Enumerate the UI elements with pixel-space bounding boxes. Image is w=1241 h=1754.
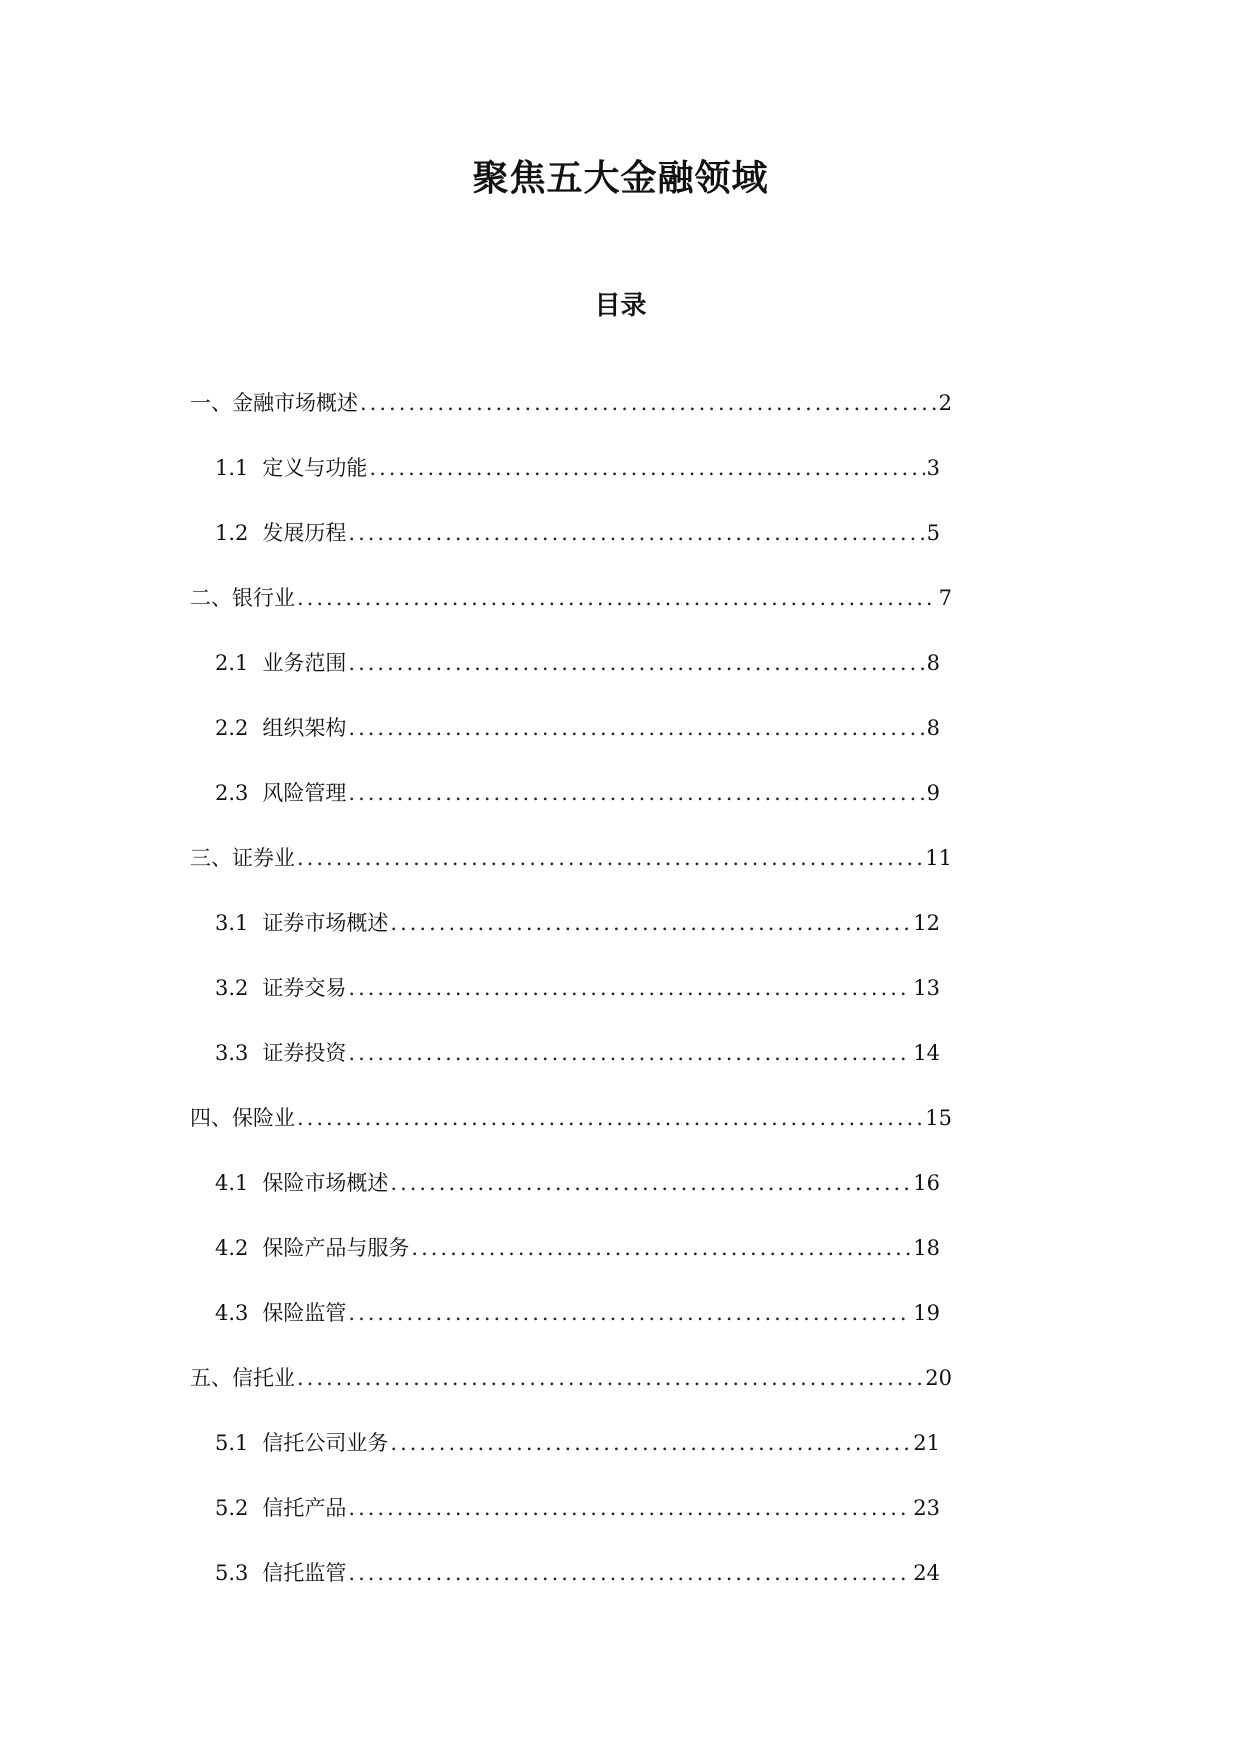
- toc-entry-label: 风险管理: [262, 781, 347, 805]
- toc-leader: [348, 517, 924, 549]
- toc-page-number: 23: [913, 1496, 940, 1520]
- toc-entry-label: 三、证券业: [190, 846, 295, 870]
- toc-page-number: 9: [926, 781, 940, 805]
- toc-page-number: 12: [913, 911, 940, 935]
- toc-entry[interactable]: [215, 1492, 940, 1524]
- toc-entry-label: 一、金融市场概述: [190, 391, 358, 415]
- toc-page-number: 3: [926, 456, 940, 480]
- toc-entry-number: 3.1: [215, 911, 249, 935]
- toc-entry-number: 3.2: [215, 976, 249, 1000]
- toc-page-number: 19: [913, 1301, 940, 1325]
- toc-entry[interactable]: [215, 1232, 940, 1264]
- toc-entry-label: 组织架构: [262, 716, 347, 740]
- toc-entry-number: 5.2: [215, 1496, 249, 1520]
- toc-entry-number: 2.2: [215, 716, 249, 740]
- toc-leader: [390, 1427, 911, 1459]
- toc-page-number: 20: [925, 1366, 952, 1390]
- toc-leader: [348, 1297, 911, 1329]
- toc-leader: [297, 1102, 923, 1134]
- toc-entry[interactable]: [190, 1102, 952, 1134]
- toc-leader: [411, 1232, 911, 1264]
- toc-page-number: 7: [938, 586, 952, 610]
- toc-heading: 目录: [594, 291, 647, 321]
- toc-page-number: 21: [913, 1431, 940, 1455]
- toc-entry[interactable]: [215, 517, 940, 549]
- toc-leader: [297, 1362, 923, 1394]
- toc-entry-label: 保险监管: [262, 1301, 347, 1325]
- toc-entry-label: 信托监管: [262, 1561, 347, 1585]
- toc-entry-label: 保险市场概述: [262, 1171, 389, 1195]
- toc-leader: [348, 1492, 911, 1524]
- toc-entry[interactable]: [215, 1297, 940, 1329]
- toc-entry-label: 信托公司业务: [262, 1431, 389, 1455]
- toc-entry[interactable]: [215, 1557, 940, 1589]
- toc-entry-label: 四、保险业: [190, 1106, 295, 1130]
- toc-leader: [348, 712, 924, 744]
- toc-page-number: 11: [925, 846, 952, 870]
- toc-entry-label: 证券投资: [262, 1041, 347, 1065]
- toc-entry[interactable]: [215, 1427, 940, 1459]
- toc-entry[interactable]: [215, 972, 940, 1004]
- toc-entry-number: 3.3: [215, 1041, 249, 1065]
- toc-entry-number: 2.3: [215, 781, 249, 805]
- toc-leader: [297, 842, 923, 874]
- toc-entry-number: 2.1: [215, 651, 249, 675]
- toc-entry[interactable]: [215, 777, 940, 809]
- toc-entry[interactable]: [215, 452, 940, 484]
- toc-page-number: 5: [926, 521, 940, 545]
- toc-entry-number: 1.1: [215, 456, 249, 480]
- toc-leader: [348, 972, 911, 1004]
- toc-entry-label: 业务范围: [262, 651, 347, 675]
- toc-entry-label: 信托产品: [262, 1496, 347, 1520]
- toc-entry-label: 证券市场概述: [262, 911, 389, 935]
- toc-page-number: 15: [925, 1106, 952, 1130]
- toc-page-number: 14: [913, 1041, 940, 1065]
- toc-entry[interactable]: [190, 387, 952, 419]
- toc-page-number: 8: [926, 716, 940, 740]
- toc-entry-label: 二、银行业: [190, 586, 295, 610]
- toc-entry-label: 证券交易: [262, 976, 347, 1000]
- toc-leader: [348, 647, 924, 679]
- toc-entry-number: 1.2: [215, 521, 249, 545]
- toc-entry-number: 4.3: [215, 1301, 249, 1325]
- toc-leader: [360, 387, 937, 419]
- toc-page-number: 13: [913, 976, 940, 1000]
- toc-entry-label: 定义与功能: [262, 456, 368, 480]
- toc-page-number: 8: [926, 651, 940, 675]
- toc-entry[interactable]: [190, 582, 952, 614]
- toc-entry-label: 发展历程: [262, 521, 347, 545]
- toc-leader: [390, 1167, 911, 1199]
- toc-entry[interactable]: [215, 1037, 940, 1069]
- toc-entry[interactable]: [215, 1167, 940, 1199]
- toc-entry-number: 4.2: [215, 1236, 249, 1260]
- toc-entry[interactable]: [215, 907, 940, 939]
- toc-leader: [390, 907, 911, 939]
- toc-entry-number: 5.3: [215, 1561, 249, 1585]
- toc-entry-label: 保险产品与服务: [262, 1236, 410, 1260]
- toc-leader: [348, 1557, 911, 1589]
- toc-page-number: 2: [938, 391, 952, 415]
- toc-page-number: 16: [913, 1171, 940, 1195]
- toc-leader: [348, 1037, 911, 1069]
- toc-page-number: 24: [913, 1561, 940, 1585]
- toc-entry[interactable]: [215, 712, 940, 744]
- toc-entry-label: 五、信托业: [190, 1366, 295, 1390]
- toc-entry[interactable]: [215, 647, 940, 679]
- toc-entry[interactable]: [190, 1362, 952, 1394]
- toc-entry[interactable]: [190, 842, 952, 874]
- document-title: 聚焦五大金融领域: [472, 157, 769, 199]
- toc-entry-number: 5.1: [215, 1431, 249, 1455]
- toc-entry-number: 4.1: [215, 1171, 249, 1195]
- toc-page-number: 18: [913, 1236, 940, 1260]
- toc-leader: [348, 777, 924, 809]
- toc-leader: [297, 582, 937, 614]
- toc-leader: [369, 452, 924, 484]
